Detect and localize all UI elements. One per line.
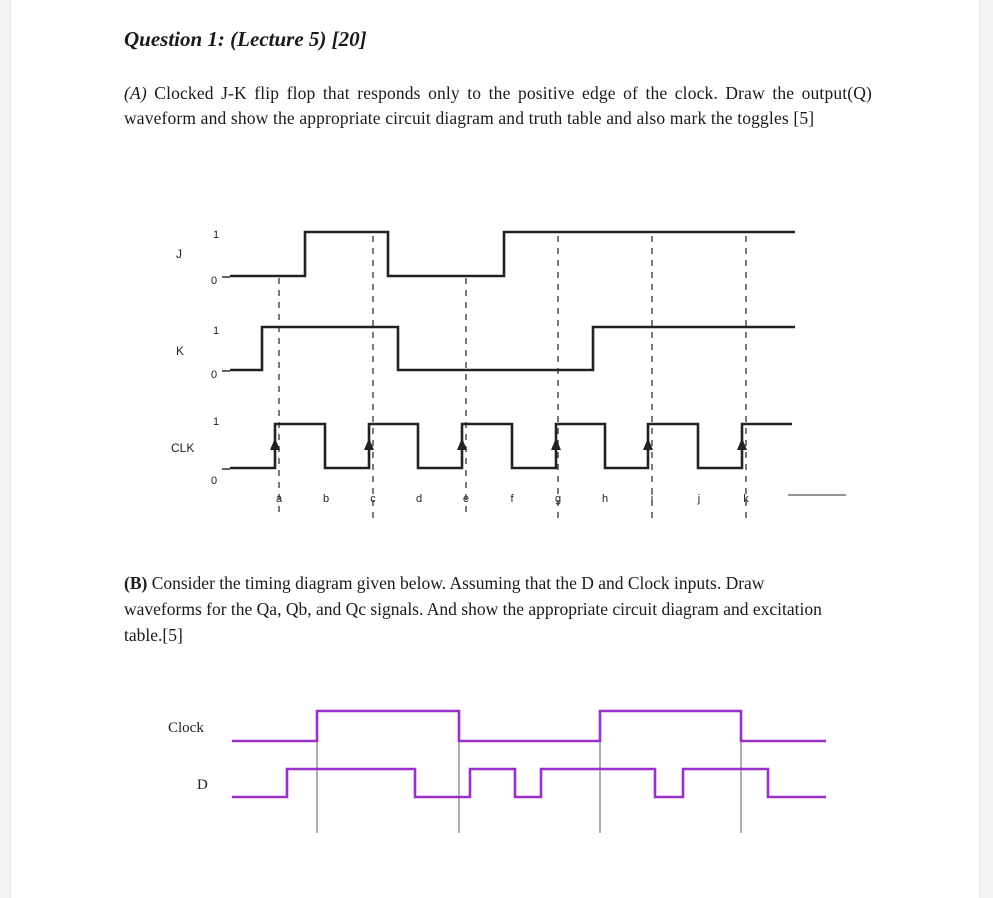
edge-label-k: k: [743, 493, 749, 505]
signal-name-k: K: [176, 344, 185, 358]
question-title: Question 1: (Lecture 5) [20]: [124, 27, 367, 51]
part-a-label: (A): [124, 83, 147, 103]
part-a-body: Clocked J-K flip flop that responds only to the positive edge of the clock. Draw the output(Q) waveform and show the appropriate circuit diagram and truth table and also mark the toggles [5]: [124, 83, 872, 128]
edge-label-c: c: [370, 493, 376, 505]
part-b-body: Consider the timing diagram given below. Assuming that the D and Clock inputs. Draw waveforms for the Qa, Qb, and Qc signals. And show the appropriate circuit diagram and excitation table.[5]: [124, 573, 822, 645]
clk-high-label: 1: [213, 416, 220, 428]
signal-name-d: D: [197, 777, 208, 793]
k-high-label: 1: [213, 325, 220, 337]
j-low-label: 0: [211, 275, 218, 287]
edge-label-d: d: [415, 493, 423, 505]
signal-name-clk: CLK: [171, 441, 195, 455]
edge-label-h: h: [601, 493, 609, 505]
edge-label-a: a: [275, 493, 283, 505]
signal-name-clock: Clock: [168, 720, 204, 736]
edge-label-i: i: [650, 493, 654, 505]
j-high-label: 1: [213, 229, 220, 241]
edge-label-b: b: [322, 493, 330, 505]
edge-label-j: j: [697, 493, 701, 505]
d-waveform: [232, 769, 826, 797]
signal-name-j: J: [176, 247, 182, 261]
part-b-label: (B): [124, 573, 148, 593]
k-low-label: 0: [211, 369, 218, 381]
edge-label-e: e: [462, 493, 470, 505]
clk-low-label: 0: [211, 475, 218, 487]
edge-label-g: g: [554, 493, 562, 505]
part-b-guides: [317, 712, 741, 833]
clock-waveform: [232, 711, 826, 741]
edge-label-f: f: [510, 493, 514, 505]
